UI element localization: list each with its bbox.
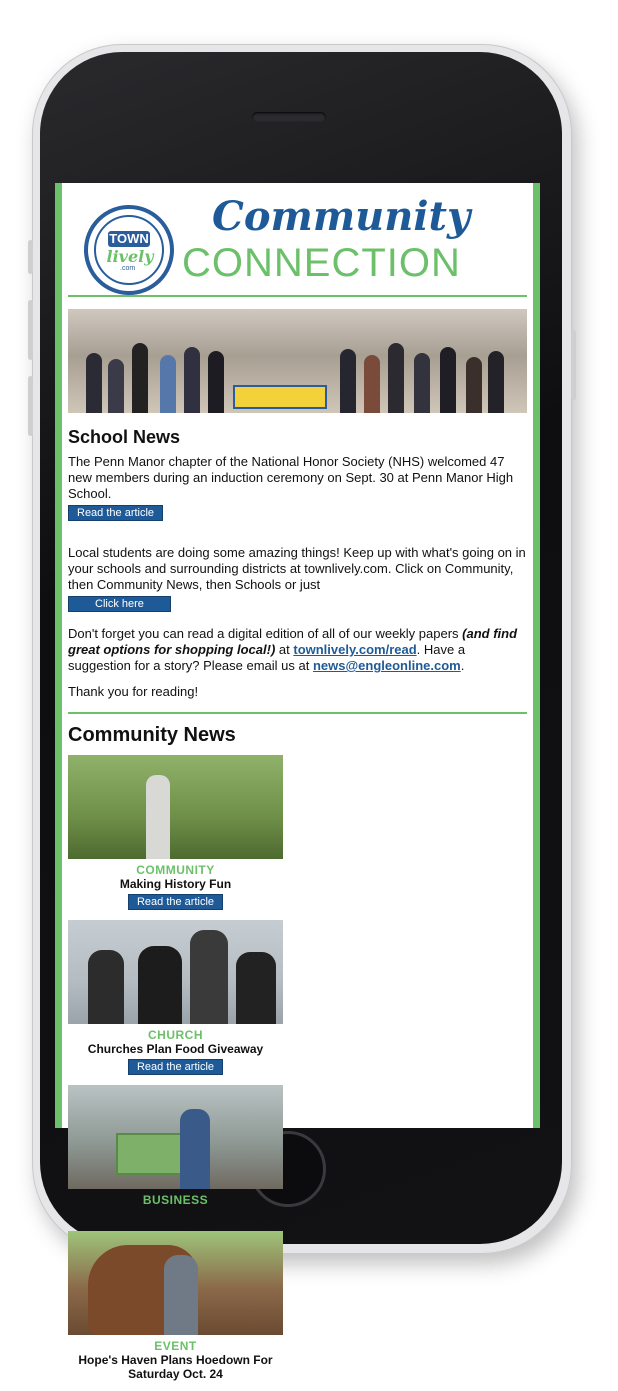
newsletter-title-community: Community (212, 193, 471, 240)
mute-switch (28, 240, 33, 274)
shopping-local-emphasis: (and find great options for shopping local!) (68, 626, 518, 657)
school-news-heading: School News (68, 427, 181, 447)
earpiece-speaker (252, 112, 326, 122)
card-photo (68, 1231, 283, 1335)
school-news-paragraph-1: The Penn Manor chapter of the National Honor Society (NHS) welcomed 47 new members during an induction ceremony on Sept. 30 at Penn Manor High School. (68, 454, 514, 501)
card-category: EVENT (154, 1339, 197, 1353)
thank-you-text: Thank you for reading! (68, 684, 199, 699)
card-photo (68, 755, 283, 859)
news-card[interactable] (68, 755, 283, 910)
divider (68, 712, 527, 714)
newsletter-title-connection: CONNECTION (182, 241, 461, 285)
card-title: Churches Plan Food Giveaway (87, 1042, 264, 1056)
community-news-heading: Community News (68, 724, 236, 746)
card-title: Hope's Haven Plans Hoedown For Saturday Oct. 24 (78, 1353, 273, 1381)
townlively-logo[interactable] (84, 205, 174, 295)
phone-screen (55, 183, 540, 1381)
news-card[interactable] (68, 1085, 283, 1221)
volume-up-button (28, 300, 33, 360)
read-article-button[interactable]: Read the article (68, 505, 163, 521)
card-category: BUSINESS (142, 1193, 209, 1207)
community-news-grid (68, 755, 533, 1391)
news-card[interactable] (68, 1231, 283, 1381)
card-title: Foundation, Businesses Announce (75, 1207, 276, 1221)
logo-town-text: TOWN (109, 231, 149, 246)
school-news-paragraph-2: Local students are doing some amazing things! Keep up with what's going on in your schools and surrounding districts at townlively.com. Click on Community, then Community News, then Schools or just (68, 545, 526, 592)
divider (68, 295, 527, 297)
card-category: CHURCH (148, 1028, 203, 1042)
logo-lively-text: lively (106, 247, 154, 266)
click-here-button[interactable]: Click here (68, 596, 171, 612)
news-card[interactable] (68, 920, 283, 1075)
email-link[interactable]: news@engleonline.com (312, 658, 461, 673)
power-button (571, 330, 576, 400)
logo-com-text: .com (120, 265, 136, 272)
card-photo (68, 920, 283, 1024)
newsletter-header (62, 183, 533, 295)
card-photo (68, 1085, 283, 1189)
read-article-button[interactable]: Read the article (128, 1059, 223, 1075)
card-category: COMMUNITY (136, 863, 215, 877)
school-news-paragraph-3: Don't forget you can read a digital edition of all of our weekly papers (and find great options for shopping local!) at townlively.com/read. Have a suggestion for a story? Please email us at news@engleonline.com. (68, 626, 518, 673)
nhs-banner (233, 385, 327, 409)
read-article-button[interactable]: Read the article (128, 894, 223, 910)
card-title: Making History Fun (119, 877, 232, 891)
volume-down-button (28, 376, 33, 436)
townlively-read-link[interactable]: townlively.com/read (293, 642, 417, 657)
school-news-photo (68, 309, 527, 413)
